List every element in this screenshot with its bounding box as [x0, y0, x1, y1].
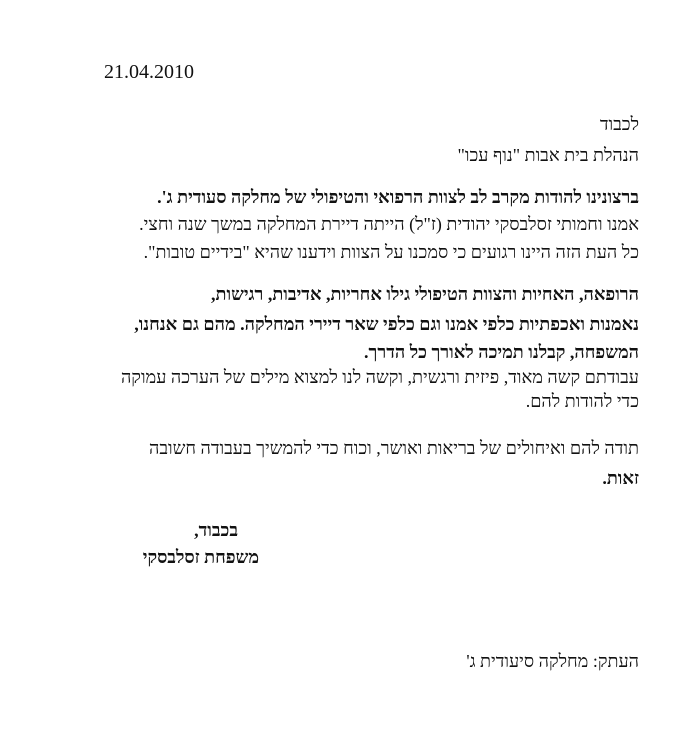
recipient-line-1: לכבוד	[599, 114, 639, 134]
paragraph-1-line-2: אמנו וחמותי זסלבסקי יהודית (ז"ל) הייתה דיירת המחלקה במשך שנה וחצי.	[139, 214, 639, 234]
paragraph-3-line-1: תודה להם ואיחולים של בריאות ואושר, וכוח כדי להמשיך בעבודה חשובה	[148, 438, 639, 458]
cc-line: העתק: מחלקה סיעודית ג'	[466, 651, 639, 671]
paragraph-2-line-1: הרופאה, האחיות והצוות הטיפולי גילו אחריות, אדיבות, רגישות,	[211, 284, 639, 304]
paragraph-2-line-4: עבודתם קשה מאוד, פיזית ורגשית, וקשה לנו למצוא מילים של הערכה עמוקה	[120, 367, 639, 387]
paragraph-2-line-5: כדי להודות להם.	[525, 391, 639, 411]
closing-signature: משפחת זסלבסקי	[142, 547, 259, 567]
paragraph-1-line-1: ברצונינו להודות מקרב לב לצוות הרפואי והטיפולי של מחלקה סעודית ג'.	[157, 187, 639, 207]
paragraph-3-line-2: זאות.	[602, 468, 639, 488]
recipient-line-2: הנהלת בית אבות "נוף עכו"	[457, 145, 639, 165]
paragraph-2-line-3: המשפחה, קבלנו תמיכה לאורך כל הדרך.	[364, 342, 639, 362]
paragraph-1-line-3: כל העת הזה היינו רגועים כי סמכנו על הצוות וידענו שהיא "בידיים טובות".	[143, 242, 639, 262]
letter-date: 21.04.2010	[104, 61, 194, 83]
paragraph-2-line-2: נאמנות ואכפתיות כלפי אמנו וגם כלפי שאר דיירי המחלקה. מהם גם אנחנו,	[134, 314, 639, 334]
closing-salutation: בכבוד,	[194, 520, 238, 540]
